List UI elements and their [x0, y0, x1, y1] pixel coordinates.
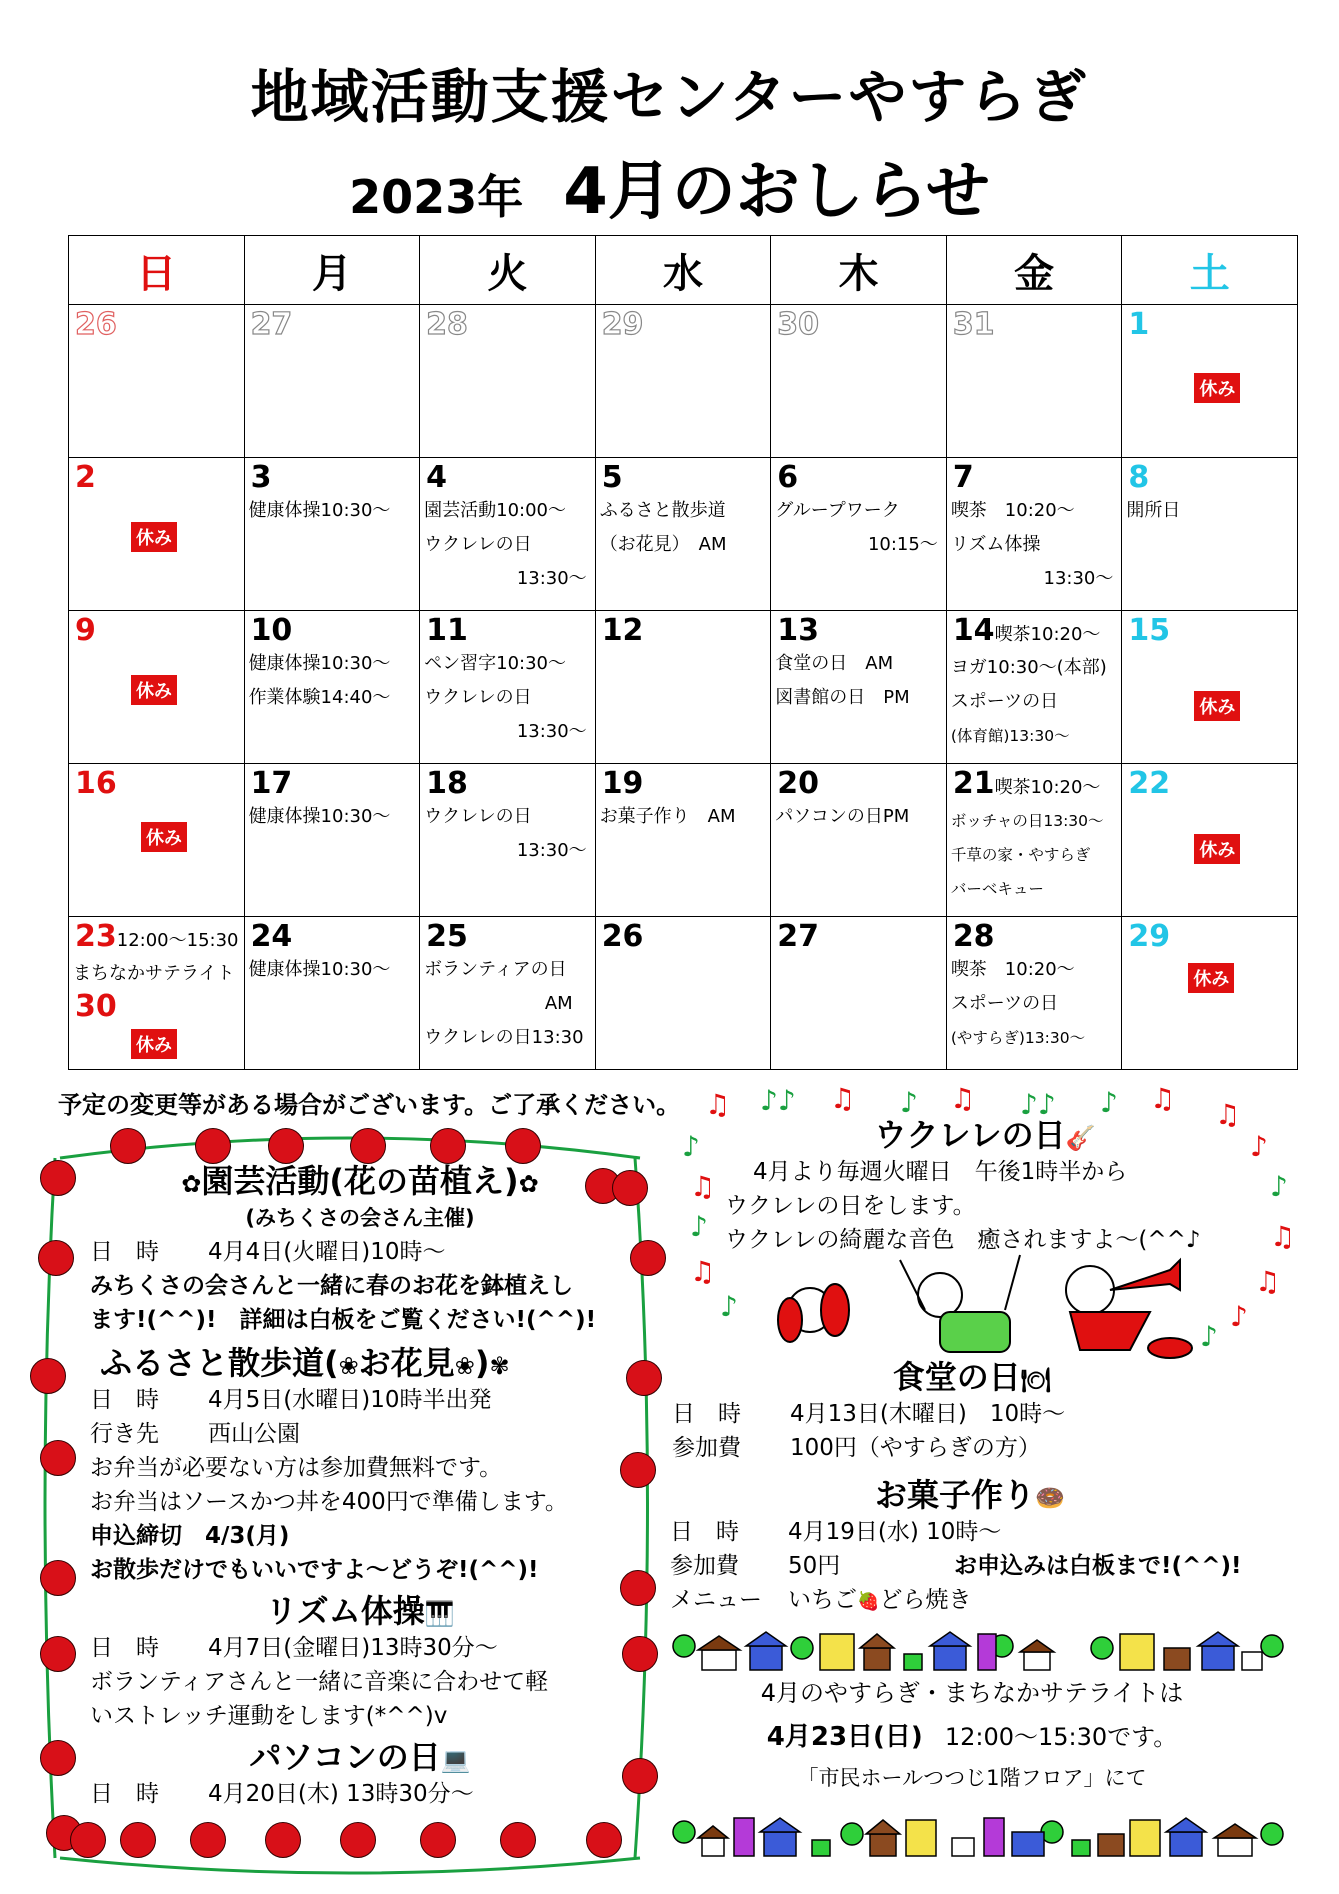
day-cell: [771, 764, 947, 917]
week-row: [69, 764, 1298, 917]
donut-icon: 🍩: [1035, 1484, 1065, 1512]
event-text: 喫茶 10:20～: [950, 959, 1075, 980]
day-number: 7: [952, 460, 974, 495]
event-text: 健康体操10:30～: [248, 500, 391, 521]
day-number: 30: [75, 989, 117, 1024]
day-cell: [595, 305, 771, 458]
event-text: スポーツの日: [950, 691, 1059, 712]
day-cell: [244, 917, 420, 1070]
rhythm-desc: いストレッチ運動をします(*^^)v: [90, 1703, 448, 1729]
engei-title: [90, 1164, 630, 1201]
cherry-icon: [110, 1128, 146, 1164]
rhythm-title-text: リズム体操: [265, 1592, 425, 1630]
day-number: 27: [250, 307, 293, 342]
event-text: ボッチャの日13:30～: [950, 812, 1104, 830]
flower-icon: ❀: [338, 1352, 359, 1380]
day-number: 26: [75, 307, 117, 342]
day-number: [953, 615, 1122, 651]
event-text: 13:30～: [516, 721, 587, 742]
satellite-desc: 4月のやすらぎ・まちなかサテライトは: [760, 1679, 1184, 1707]
day-cell: [1122, 917, 1298, 1070]
furusato-date: [90, 1383, 630, 1417]
okashi-title-text: お菓子作り: [875, 1476, 1036, 1514]
plate-icon: 🍽: [1020, 1366, 1052, 1394]
month-label: 4月のおしらせ: [563, 155, 990, 229]
tulip-icon: ✿: [518, 1170, 539, 1198]
cherry-icon: [40, 1560, 76, 1596]
day-cell: [244, 458, 420, 611]
furusato-title: [90, 1346, 630, 1383]
day-number: 17: [250, 766, 293, 801]
day-cell: [595, 917, 771, 1070]
day-number: 19: [601, 766, 644, 801]
event-text: 作業体験14:40～: [248, 687, 391, 708]
day-number: [75, 921, 244, 957]
shokudo-date: [672, 1397, 1272, 1431]
engei-desc: みちくさの会さんと一緒に春のお花を鉢植えし: [90, 1273, 573, 1299]
cherry-icon: [120, 1822, 156, 1858]
weekday-wed: 水: [595, 236, 771, 305]
date-value: 4月20日(木) 13時30分～: [208, 1781, 474, 1807]
event-text: 食堂の日 AM: [775, 653, 894, 674]
event-text: 健康体操10:30～: [248, 959, 391, 980]
day-number: 1: [1128, 307, 1150, 342]
date-value: 4月13日(木曜日) 10時～: [790, 1401, 1066, 1427]
houses-row-top: [672, 1628, 1292, 1672]
event-text: ウクレレの日: [424, 806, 532, 827]
day-number: 12: [601, 613, 644, 648]
cherry-icon: [340, 1822, 376, 1858]
change-notice: 予定の変更等がある場合がございます。ご了承ください。: [58, 1091, 681, 1119]
date-label: 日 時: [672, 1401, 741, 1427]
guitar-icon: 🎸: [1065, 1124, 1096, 1152]
date-label: 日 時: [90, 1239, 159, 1265]
okashi-fee: [670, 1549, 1270, 1583]
cherry-icon: [30, 1358, 66, 1394]
day-number: 26: [601, 919, 644, 954]
weekday-tue: 火: [420, 236, 596, 305]
music-note-icon: ♫: [705, 1088, 731, 1121]
weekday-fri: 金: [946, 236, 1122, 305]
day-cell: [69, 458, 245, 611]
day-cell: [946, 458, 1122, 611]
event-text: 喫茶 10:20～: [950, 500, 1075, 521]
cherry-icon: [586, 1822, 622, 1858]
rhythm-section: [90, 1594, 630, 1733]
event-text: ウクレレの日: [424, 534, 532, 555]
day-cell: [244, 611, 420, 764]
cherry-icon: [350, 1128, 386, 1164]
music-note-icon: ♫: [830, 1082, 856, 1115]
cherry-icon: [40, 1636, 76, 1672]
cherry-icon: [70, 1822, 106, 1858]
day-number: 28: [426, 307, 468, 342]
music-note-icon: ♪: [1100, 1086, 1118, 1119]
event-text: バーベキュー: [950, 880, 1044, 898]
music-note-icon: ♪: [682, 1130, 700, 1163]
day-cell: [946, 305, 1122, 458]
closed-badge: 休み: [1194, 373, 1240, 403]
music-note-icon: ♫: [1150, 1082, 1176, 1115]
event-text: 13:30～: [1043, 568, 1114, 589]
page-title: 地域活動支援センターやすらぎ: [250, 63, 1089, 131]
event-text: （お花見） AM: [599, 534, 727, 555]
day-number: 22: [1128, 766, 1171, 801]
day-cell: [946, 764, 1122, 917]
tulip-icon: ✿: [181, 1170, 202, 1198]
destination-value: 西山公園: [208, 1421, 300, 1447]
engei-desc: ます!(^^)! 詳細は白板をご覧ください!(^^)!: [90, 1307, 597, 1333]
pasokon-section: [90, 1740, 630, 1811]
event-text: 13:30～: [516, 840, 587, 861]
day-cell: [1122, 305, 1298, 458]
furusato-deadline: 申込締切 4/3(月): [90, 1523, 290, 1549]
day-cell: [420, 917, 596, 1070]
music-note-icon: ♪: [1230, 1300, 1248, 1333]
date-label: 日 時: [670, 1519, 739, 1545]
menu-value-b: どら焼き: [879, 1587, 972, 1613]
cherry-icon: [430, 1128, 466, 1164]
closed-badge: 休み: [1194, 691, 1240, 721]
day-number: 10: [250, 613, 293, 648]
menu-value-a: いちご: [788, 1587, 857, 1613]
closed-badge: 休み: [131, 1029, 177, 1059]
satellite-time: 12:00～15:30です。: [944, 1723, 1178, 1751]
event-text: グループワーク: [775, 500, 900, 521]
weekday-sat: 土: [1122, 236, 1298, 305]
ukulele-title: [725, 1118, 1245, 1155]
day-number: 31: [952, 307, 995, 342]
ukulele-desc: 4月より毎週火曜日 午後1時半から: [753, 1159, 1128, 1185]
day-cell: [69, 611, 245, 764]
day-cell: [69, 917, 245, 1070]
closed-badge: 休み: [131, 675, 177, 705]
piano-icon: 🎹: [424, 1600, 455, 1628]
ukulele-desc: ウクレレの綺麗な音色 癒されますよ～(^^♪: [725, 1227, 1201, 1253]
year-label: 2023年: [349, 170, 524, 224]
event-text: 12:00～15:30: [116, 930, 239, 951]
cherry-icon: [420, 1822, 456, 1858]
event-text: 喫茶10:20～: [994, 777, 1101, 798]
engei-title-text: 園芸活動(花の苗植え): [201, 1162, 519, 1200]
menu-label: メニュー: [670, 1587, 762, 1613]
day-number: 29: [1128, 919, 1171, 954]
shokudo-title: [672, 1360, 1272, 1397]
cherry-icon: [40, 1740, 76, 1776]
event-text: 健康体操10:30～: [248, 806, 391, 827]
event-text: ふるさと散歩道: [599, 500, 726, 521]
flower-icon: ❀: [454, 1352, 475, 1380]
event-text: ヨガ10:30～(本部): [950, 657, 1107, 678]
event-text: まちなかサテライト: [73, 963, 235, 984]
fee-label: 参加費: [670, 1553, 739, 1579]
ukulele-desc: ウクレレの日をします。: [725, 1193, 976, 1219]
rhythm-date: [90, 1631, 630, 1665]
event-text: AM: [544, 993, 573, 1014]
music-note-icon: ♫: [1215, 1098, 1241, 1131]
fee-value: 100円（やすらぎの方）: [790, 1435, 1041, 1461]
satellite-date-value: 4月23日(日): [766, 1722, 923, 1752]
event-text: 園芸活動10:00～: [424, 500, 566, 521]
furusato-title-end: ): [474, 1344, 490, 1382]
day-number: 11: [426, 613, 468, 648]
computer-icon: 💻: [440, 1746, 471, 1774]
flower-icon: ✾: [489, 1352, 510, 1380]
shokudo-fee: [672, 1431, 1272, 1465]
day-cell: [595, 611, 771, 764]
day-number: 2: [75, 460, 96, 495]
event-text: パソコンの日PM: [775, 806, 910, 827]
cherry-icon: [630, 1240, 666, 1276]
shokudo-title-text: 食堂の日: [892, 1358, 1021, 1396]
cherry-icon: [38, 1240, 74, 1276]
week-row: [69, 305, 1298, 458]
day-number: [953, 768, 1122, 804]
cherry-icon: [40, 1440, 76, 1476]
event-text: お菓子作り AM: [599, 806, 736, 827]
event-text: ペン習字10:30～: [424, 653, 566, 674]
furusato-desc: お弁当はソースかつ丼を400円で準備します。: [90, 1489, 568, 1515]
day-number: 20: [777, 766, 819, 801]
date-label: 日 時: [90, 1781, 159, 1807]
date-label: 日 時: [90, 1387, 159, 1413]
cherry-icon: [500, 1822, 536, 1858]
day-cell: [946, 611, 1122, 764]
event-text: スポーツの日: [950, 993, 1059, 1014]
week-row: [69, 458, 1298, 611]
weekday-header: [69, 236, 1298, 305]
music-note-icon: ♪: [720, 1290, 738, 1323]
day-cell: [244, 305, 420, 458]
day-number: 27: [777, 919, 819, 954]
day-number-value: 23: [75, 919, 117, 954]
day-cell: [1122, 764, 1298, 917]
pasokon-date: [90, 1777, 630, 1811]
day-cell: [420, 764, 596, 917]
day-number-value: 14: [952, 613, 995, 648]
week-row: [69, 611, 1298, 764]
week-row: [69, 917, 1298, 1070]
okashi-title: [670, 1478, 1270, 1515]
day-number: 28: [952, 919, 995, 954]
event-text: ボランティアの日: [424, 959, 567, 980]
cherry-icon: [195, 1128, 231, 1164]
furusato-desc: お散歩だけでもいいですよ～どうぞ!(^^)!: [90, 1557, 539, 1583]
fee-value: 50円: [788, 1553, 841, 1579]
cherry-icon: [626, 1360, 662, 1396]
event-text: 健康体操10:30～: [248, 653, 391, 674]
day-cell: [420, 611, 596, 764]
event-text: (体育館)13:30～: [950, 727, 1070, 745]
cherry-icon: [265, 1822, 301, 1858]
closed-badge: 休み: [131, 522, 177, 552]
cherry-icon: [190, 1822, 226, 1858]
day-number: 25: [426, 919, 468, 954]
event-text: 図書館の日 PM: [775, 687, 910, 708]
day-cell: [1122, 611, 1298, 764]
music-note-icon: ♪: [690, 1210, 708, 1243]
weekday-thu: 木: [771, 236, 947, 305]
furusato-title-text: ふるさと散歩道(: [100, 1344, 339, 1382]
houses-row-bottom: [672, 1812, 1292, 1858]
event-text: 喫茶10:20～: [994, 624, 1101, 645]
month-title: [0, 140, 1339, 232]
cherry-icon: [505, 1128, 541, 1164]
engei-subtitle: (みちくさの会さん主催): [245, 1206, 475, 1230]
music-note-icon: ♪: [900, 1086, 918, 1119]
day-number: 30: [777, 307, 819, 342]
music-note-icon: ♪: [1250, 1130, 1268, 1163]
satellite-place: 「市民ホールつつじ1階フロア」にて: [797, 1766, 1147, 1790]
music-note-icon: ♪: [1200, 1320, 1218, 1353]
day-number: 3: [250, 460, 272, 495]
day-number: 6: [777, 460, 799, 495]
day-number: 15: [1128, 613, 1171, 648]
rhythm-desc: ボランティアさんと一緒に音楽に合わせて軽: [90, 1669, 549, 1695]
day-cell: [946, 917, 1122, 1070]
event-text: ウクレレの日13:30: [424, 1027, 584, 1048]
apply-note: お申込みは白板まで!(^^)!: [954, 1553, 1242, 1579]
day-cell: [595, 458, 771, 611]
cherry-icon: [268, 1128, 304, 1164]
fee-label: 参加費: [672, 1435, 741, 1461]
day-number: 18: [426, 766, 468, 801]
satellite-section: [672, 1676, 1272, 1795]
furusato-destination: [90, 1417, 630, 1451]
day-cell: [771, 305, 947, 458]
day-cell: [771, 611, 947, 764]
day-cell: [69, 305, 245, 458]
closed-badge: 休み: [1194, 834, 1240, 864]
event-text: 10:15～: [867, 534, 938, 555]
closed-badge: 休み: [1188, 963, 1234, 993]
day-cell: [420, 458, 596, 611]
destination-label: 行き先: [90, 1421, 159, 1447]
event-text: 千草の家・やすらぎ: [950, 846, 1091, 864]
event-text: リズム体操: [950, 534, 1041, 555]
event-text: 13:30～: [516, 568, 587, 589]
closed-badge: 休み: [141, 822, 187, 852]
day-number: 29: [601, 307, 644, 342]
music-note-icon: ♪♪: [760, 1084, 796, 1117]
furusato-title-mid: お花見: [358, 1344, 455, 1382]
weekday-sun: 日: [69, 236, 245, 305]
day-number-value: 21: [952, 766, 995, 801]
music-note-icon: ♫: [690, 1170, 716, 1203]
calendar-table: [68, 235, 1298, 1070]
day-number: 9: [75, 613, 96, 648]
pasokon-title-text: パソコンの日: [249, 1738, 441, 1776]
music-note-icon: ♫: [1255, 1265, 1281, 1298]
music-note-icon: ♪♪: [1020, 1088, 1056, 1121]
date-value: 4月5日(水曜日)10時半出発: [208, 1387, 492, 1413]
engei-date: [90, 1235, 630, 1269]
ukulele-section: [725, 1118, 1245, 1257]
music-note-icon: ♪: [1270, 1170, 1288, 1203]
weekday-mon: 月: [244, 236, 420, 305]
strawberry-icon: 🍓: [857, 1591, 880, 1612]
day-number: 24: [250, 919, 293, 954]
date-label: 日 時: [90, 1635, 159, 1661]
pasokon-title: [90, 1740, 630, 1777]
engei-section: [90, 1164, 630, 1337]
event-text: 開所日: [1126, 500, 1181, 521]
date-value: 4月4日(火曜日)10時～: [208, 1239, 446, 1265]
rhythm-title: [90, 1594, 630, 1631]
day-number: 4: [426, 460, 447, 495]
date-value: 4月19日(水) 10時～: [788, 1519, 1002, 1545]
day-number: 5: [601, 460, 623, 495]
day-cell: [244, 764, 420, 917]
event-text: (やすらぎ)13:30～: [950, 1029, 1086, 1047]
event-text: ウクレレの日: [424, 687, 532, 708]
cherry-icon: [40, 1160, 76, 1196]
day-cell: [69, 764, 245, 917]
music-note-icon: ♫: [1270, 1220, 1296, 1253]
date-value: 4月7日(金曜日)13時30分～: [208, 1635, 498, 1661]
day-number: 16: [75, 766, 117, 801]
day-cell: [771, 458, 947, 611]
ukulele-title-text: ウクレレの日: [874, 1116, 1066, 1154]
day-number: 8: [1128, 460, 1150, 495]
okashi-date: [670, 1515, 1270, 1549]
day-cell: [771, 917, 947, 1070]
furusato-desc: お弁当が必要ない方は参加費無料です。: [90, 1455, 503, 1481]
band-illustration: [750, 1250, 1200, 1360]
day-cell: [1122, 458, 1298, 611]
music-note-icon: ♫: [690, 1255, 716, 1288]
day-number: 13: [777, 613, 819, 648]
day-cell: [595, 764, 771, 917]
okashi-menu: [670, 1583, 1270, 1619]
music-note-icon: ♫: [950, 1082, 976, 1115]
shokudo-section: [672, 1360, 1272, 1465]
day-cell: [420, 305, 596, 458]
furusato-section: [90, 1346, 630, 1587]
okashi-section: [670, 1478, 1270, 1619]
satellite-date: [672, 1720, 1272, 1755]
